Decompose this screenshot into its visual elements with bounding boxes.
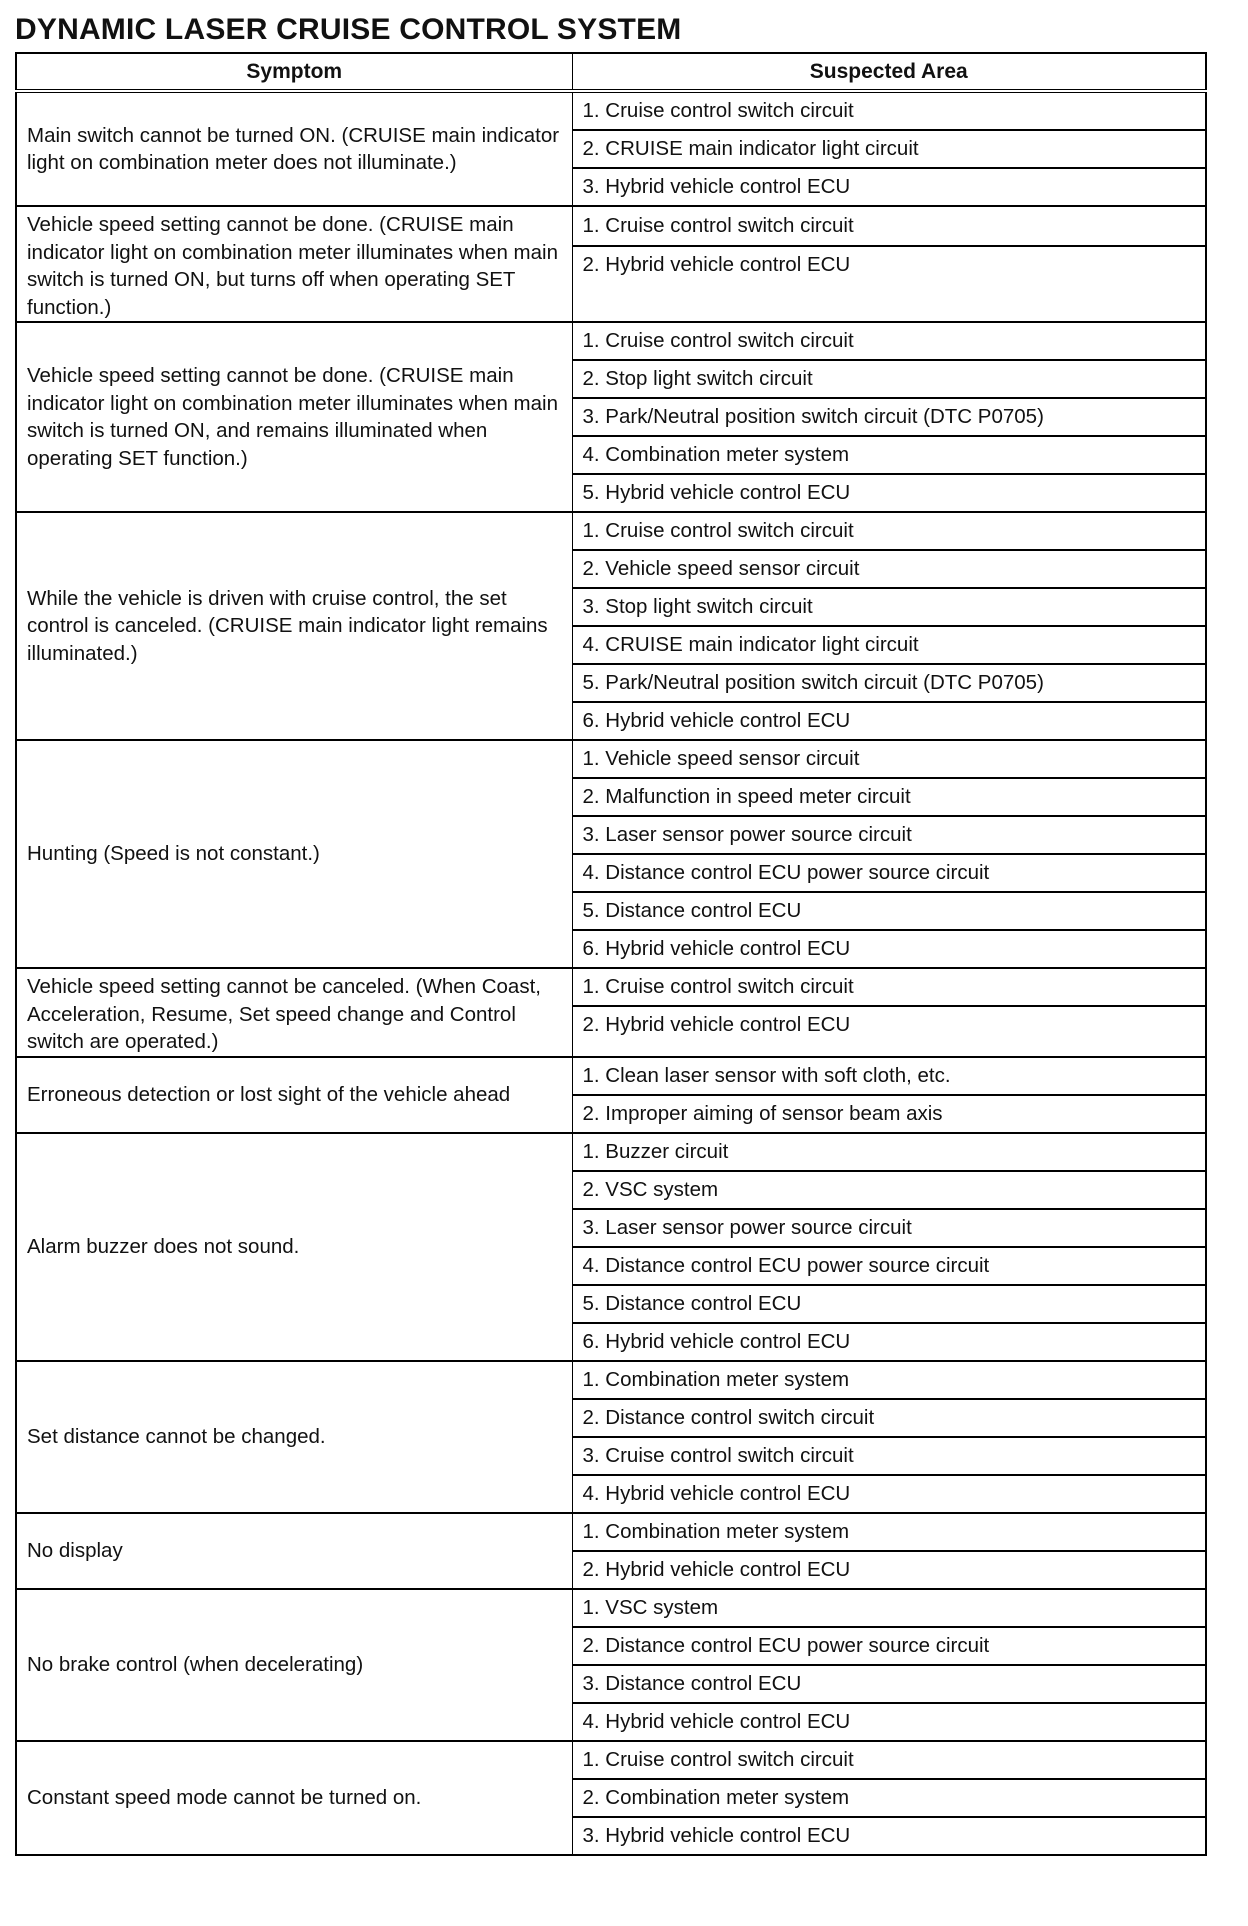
suspected-area-cell: 3. Laser sensor power source circuit — [572, 1209, 1206, 1247]
suspected-area-cell: 2. Stop light switch circuit — [572, 360, 1206, 398]
table-row — [16, 968, 1206, 1006]
symptom-cell: Set distance cannot be changed. — [16, 1361, 572, 1513]
suspected-area-cell: 2. Hybrid vehicle control ECU — [572, 246, 1206, 322]
table-row — [16, 322, 1206, 360]
suspected-area-cell: 2. Vehicle speed sensor circuit — [572, 550, 1206, 588]
symptom-cell: Vehicle speed setting cannot be done. (CRUISE main indicator light on combination meter illuminates when main switch is turned ON, and remains illuminated when operating SET function.) — [16, 322, 572, 512]
symptom-cell: Alarm buzzer does not sound. — [16, 1133, 572, 1361]
suspected-area-cell: 1. Combination meter system — [572, 1361, 1206, 1399]
symptom-cell: No brake control (when decelerating) — [16, 1589, 572, 1741]
suspected-area-cell: 2. Distance control ECU power source circuit — [572, 1627, 1206, 1665]
document-page — [15, 12, 1205, 1856]
symptom-cell: Erroneous detection or lost sight of the vehicle ahead — [16, 1057, 572, 1133]
suspected-area-cell: 1. Cruise control switch circuit — [572, 1741, 1206, 1779]
table-row — [16, 91, 1206, 130]
suspected-area-cell: 4. Combination meter system — [572, 436, 1206, 474]
symptom-cell: While the vehicle is driven with cruise control, the set control is canceled. (CRUISE main indicator light remains illuminated.) — [16, 512, 572, 740]
suspected-area-column-header: Suspected Area — [572, 53, 1206, 91]
suspected-area-cell: 5. Distance control ECU — [572, 1285, 1206, 1323]
suspected-area-cell: 3. Laser sensor power source circuit — [572, 816, 1206, 854]
symptom-cell: Hunting (Speed is not constant.) — [16, 740, 572, 968]
suspected-area-cell: 3. Distance control ECU — [572, 1665, 1206, 1703]
suspected-area-cell: 2. Malfunction in speed meter circuit — [572, 778, 1206, 816]
suspected-area-cell: 4. Hybrid vehicle control ECU — [572, 1703, 1206, 1741]
table-row — [16, 206, 1206, 246]
symptom-cell: No display — [16, 1513, 572, 1589]
suspected-area-cell: 2. Hybrid vehicle control ECU — [572, 1006, 1206, 1056]
table-row — [16, 740, 1206, 778]
suspected-area-cell: 1. Cruise control switch circuit — [572, 91, 1206, 130]
symptom-table — [15, 52, 1207, 1856]
suspected-area-cell: 1. Cruise control switch circuit — [572, 206, 1206, 246]
suspected-area-cell: 3. Hybrid vehicle control ECU — [572, 1817, 1206, 1855]
suspected-area-cell: 5. Hybrid vehicle control ECU — [572, 474, 1206, 512]
table-row — [16, 512, 1206, 550]
symptom-cell: Main switch cannot be turned ON. (CRUISE main indicator light on combination meter does not illuminate.) — [16, 91, 572, 206]
suspected-area-cell: 1. Cruise control switch circuit — [572, 968, 1206, 1006]
suspected-area-cell: 4. Hybrid vehicle control ECU — [572, 1475, 1206, 1513]
suspected-area-cell: 4. Distance control ECU power source circuit — [572, 1247, 1206, 1285]
table-body — [16, 91, 1206, 1855]
suspected-area-cell: 5. Park/Neutral position switch circuit (DTC P0705) — [572, 664, 1206, 702]
suspected-area-cell: 6. Hybrid vehicle control ECU — [572, 1323, 1206, 1361]
suspected-area-cell: 2. VSC system — [572, 1171, 1206, 1209]
table-row — [16, 1361, 1206, 1399]
suspected-area-cell: 6. Hybrid vehicle control ECU — [572, 702, 1206, 740]
suspected-area-cell: 4. Distance control ECU power source circuit — [572, 854, 1206, 892]
table-row — [16, 1741, 1206, 1779]
suspected-area-cell: 6. Hybrid vehicle control ECU — [572, 930, 1206, 968]
table-row — [16, 1133, 1206, 1171]
suspected-area-cell: 1. Combination meter system — [572, 1513, 1206, 1551]
suspected-area-cell: 1. Clean laser sensor with soft cloth, etc. — [572, 1057, 1206, 1095]
suspected-area-cell: 2. CRUISE main indicator light circuit — [572, 130, 1206, 168]
suspected-area-cell: 3. Cruise control switch circuit — [572, 1437, 1206, 1475]
table-row — [16, 1057, 1206, 1095]
suspected-area-cell: 2. Hybrid vehicle control ECU — [572, 1551, 1206, 1589]
suspected-area-cell: 5. Distance control ECU — [572, 892, 1206, 930]
suspected-area-cell: 1. Cruise control switch circuit — [572, 322, 1206, 360]
symptom-column-header: Symptom — [16, 53, 572, 91]
symptom-cell: Vehicle speed setting cannot be canceled. (When Coast, Acceleration, Resume, Set speed change and Control switch are operated.) — [16, 968, 572, 1057]
suspected-area-cell: 2. Distance control switch circuit — [572, 1399, 1206, 1437]
suspected-area-cell: 2. Improper aiming of sensor beam axis — [572, 1095, 1206, 1133]
suspected-area-cell: 3. Hybrid vehicle control ECU — [572, 168, 1206, 206]
suspected-area-cell: 1. Buzzer circuit — [572, 1133, 1206, 1171]
suspected-area-cell: 3. Stop light switch circuit — [572, 588, 1206, 626]
suspected-area-cell: 1. VSC system — [572, 1589, 1206, 1627]
suspected-area-cell: 4. CRUISE main indicator light circuit — [572, 626, 1206, 664]
suspected-area-cell: 2. Combination meter system — [572, 1779, 1206, 1817]
symptom-cell: Vehicle speed setting cannot be done. (CRUISE main indicator light on combination meter illuminates when main switch is turned ON, but turns off when operating SET function.) — [16, 206, 572, 322]
document-title: DYNAMIC LASER CRUISE CONTROL SYSTEM — [15, 13, 682, 46]
suspected-area-cell: 1. Cruise control switch circuit — [572, 512, 1206, 550]
suspected-area-cell: 3. Park/Neutral position switch circuit (DTC P0705) — [572, 398, 1206, 436]
table-row — [16, 1589, 1206, 1627]
symptom-cell: Constant speed mode cannot be turned on. — [16, 1741, 572, 1855]
table-row — [16, 1513, 1206, 1551]
table-header-row — [16, 53, 1206, 91]
suspected-area-cell: 1. Vehicle speed sensor circuit — [572, 740, 1206, 778]
